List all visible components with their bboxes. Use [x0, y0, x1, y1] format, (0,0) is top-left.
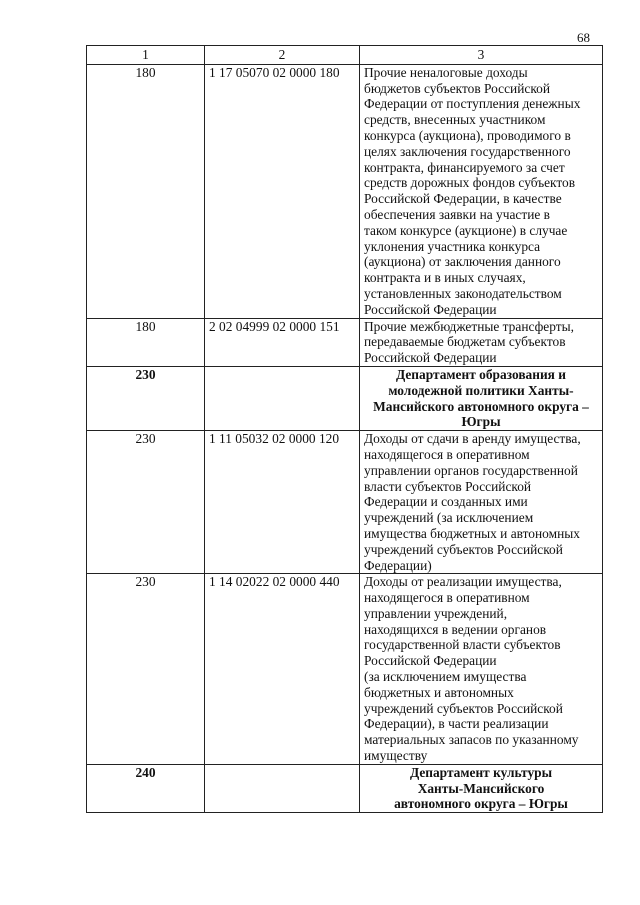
description-line: Доходы от реализации имущества, — [364, 574, 562, 590]
description-cell — [360, 431, 603, 574]
description-line: контракта, финансируемого за счет — [364, 159, 565, 175]
description-line: Федерации и созданных ими — [364, 494, 528, 510]
description-line: учреждений субъектов Российской — [364, 700, 563, 716]
description-line: контракта и в иных случаях, — [364, 270, 526, 286]
description-line: находящегося в оперативном — [364, 590, 530, 606]
description-line: установленных законодательством — [364, 285, 562, 301]
description-line: Прочие неналоговые доходы — [364, 64, 528, 80]
description-line: Федерации), в части реализации — [364, 716, 549, 732]
income-code-cell: 1 11 05032 02 0000 120 — [205, 431, 360, 574]
description-line: обеспечения заявки на участие в — [364, 206, 550, 222]
description-line: средств дорожных фондов субъектов — [364, 175, 576, 191]
description-line: государственной власти субъектов — [364, 637, 561, 653]
department-row — [87, 764, 603, 812]
description-line: Югры — [461, 414, 501, 430]
admin-code-cell: 180 — [87, 318, 205, 366]
description-line: Российской Федерации — [364, 350, 497, 366]
page-number: 68 — [577, 30, 590, 45]
description-cell — [360, 318, 603, 366]
income-code-cell — [205, 764, 360, 812]
description-line: Федерации) — [364, 557, 432, 573]
table-row — [87, 431, 603, 574]
description-line: бюджетов субъектов Российской — [364, 80, 551, 96]
description-line: управлении органов государственной — [364, 462, 578, 478]
description-line: Российской Федерации, в качестве — [364, 191, 562, 207]
description-line: Департамент образования и — [395, 366, 566, 382]
department-name-cell — [360, 764, 603, 812]
description-line: передаваемые бюджетам субъектов — [364, 334, 566, 350]
description-line: таком конкурсе (аукционе) в случае — [364, 222, 568, 238]
description-line: Департамент культуры — [409, 764, 553, 780]
header-col-2: 2 — [205, 46, 360, 65]
description-line: Ханты-Мансийского — [417, 780, 545, 796]
description-cell — [360, 574, 603, 765]
department-name-cell — [360, 366, 603, 430]
table-row — [87, 574, 603, 765]
description-line: находящегося в оперативном — [364, 446, 530, 462]
description-line: конкурса (аукциона), проводимого в — [364, 127, 571, 143]
description-line: Прочие межбюджетные трансферты, — [364, 318, 574, 334]
admin-code-cell: 180 — [87, 64, 205, 318]
header-col-1: 1 — [87, 46, 205, 65]
description-line: управлении учреждений, — [364, 605, 508, 621]
table-header-row — [87, 46, 603, 65]
admin-code-cell: 230 — [87, 366, 205, 430]
admin-code-cell: 230 — [87, 431, 205, 574]
description-line: учреждений субъектов Российской — [364, 541, 563, 557]
description-line: власти субъектов Российской — [364, 478, 532, 494]
budget-classification-table — [86, 45, 603, 813]
description-line: Доходы от сдачи в аренду имущества, — [364, 431, 581, 447]
table-row — [87, 64, 603, 318]
description-line: Российской Федерации — [364, 301, 497, 317]
description-line: (аукциона) от заключения данного — [364, 254, 561, 270]
income-code-cell — [205, 366, 360, 430]
table-body — [87, 46, 603, 813]
admin-code-cell: 240 — [87, 764, 205, 812]
table-row — [87, 318, 603, 366]
description-line: средств, внесенных участником — [364, 112, 546, 128]
description-line: учреждений (за исключением — [364, 510, 534, 526]
description-cell — [360, 64, 603, 318]
description-line: автономного округа – Югры — [394, 796, 568, 812]
description-line: материальных запасов по указанному — [364, 732, 579, 748]
description-line: имущества бюджетных и автономных — [364, 525, 580, 541]
income-code-cell: 1 17 05070 02 0000 180 — [205, 64, 360, 318]
description-line: бюджетных и автономных — [364, 684, 514, 700]
description-line: целях заключения государственного — [364, 143, 571, 159]
description-line: Мансийского автономного округа – — [373, 398, 589, 414]
admin-code-cell: 230 — [87, 574, 205, 765]
description-line: уклонения участника конкурса — [364, 238, 541, 254]
department-row — [87, 366, 603, 430]
description-line: имуществу — [364, 748, 428, 764]
description-line: находящихся в ведении органов — [364, 621, 547, 637]
description-line: Российской Федерации — [364, 653, 497, 669]
income-code-cell: 2 02 04999 02 0000 151 — [205, 318, 360, 366]
description-line: молодежной политики Ханты- — [388, 382, 574, 398]
header-col-3: 3 — [360, 46, 603, 65]
income-code-cell: 1 14 02022 02 0000 440 — [205, 574, 360, 765]
description-line: Федерации от поступления денежных — [364, 96, 581, 112]
description-line: (за исключением имущества — [364, 669, 527, 685]
